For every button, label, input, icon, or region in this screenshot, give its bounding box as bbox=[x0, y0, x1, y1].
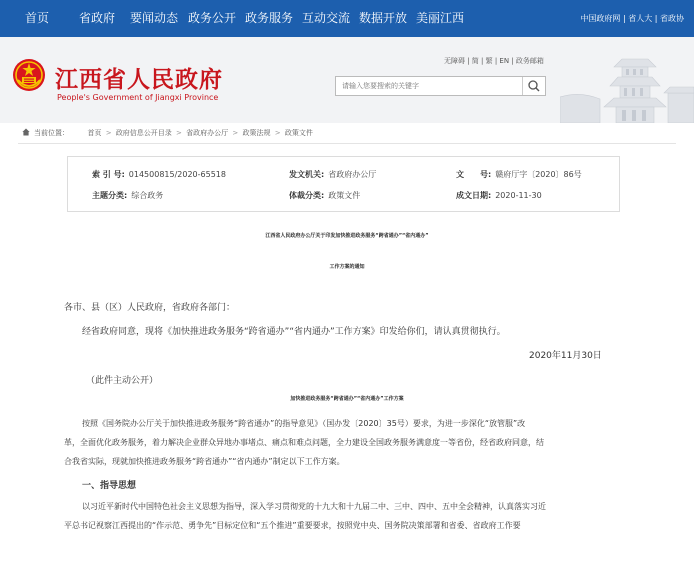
nav-news[interactable]: 要闻动态 bbox=[130, 11, 179, 25]
meta-date: 成文日期: 2020-11-30 bbox=[456, 191, 542, 200]
nav-open-data[interactable]: 数据开放 bbox=[359, 11, 408, 25]
meta-genre: 体裁分类: 政策文件 bbox=[289, 191, 361, 200]
plan-title: 加快推进政务服务“跨省通办”“省内通办”工作方案 bbox=[290, 396, 404, 402]
breadcrumb-prefix: 当前位置： bbox=[34, 129, 69, 137]
search-box bbox=[335, 76, 546, 96]
nav-beautiful-jiangxi[interactable]: 美丽江西 bbox=[416, 11, 465, 25]
search-button[interactable] bbox=[522, 77, 545, 95]
nav-gov-services[interactable]: 政务服务 bbox=[245, 11, 294, 25]
nav-provincial-gov[interactable]: 省政府 bbox=[79, 11, 116, 25]
plan-body-line1: 按照《国务院办公厅关于加快推进政务服务“跨省通办”的指导意见》（国办发〔2020〕35号）要求，为进一步深化“放管服”改 bbox=[82, 419, 526, 428]
breadcrumb-item-disclosure-catalog[interactable]: 政府信息公开目录 bbox=[115, 129, 172, 137]
disclosure-note: （此件主动公开） bbox=[86, 376, 159, 386]
section-guiding-ideology: 一、指导思想 bbox=[82, 481, 137, 491]
home-icon bbox=[22, 128, 30, 136]
nav-home[interactable]: 首页 bbox=[25, 11, 50, 25]
breadcrumb-item-home[interactable]: 首页 bbox=[87, 129, 102, 137]
top-external-links[interactable]: 中国政府网 | 省人大 | 省政协 bbox=[580, 14, 684, 23]
meta-topic: 主题分类: 综合政务 bbox=[92, 191, 164, 200]
breadcrumb-item-general-office[interactable]: 省政府办公厅 bbox=[186, 129, 229, 137]
top-nav-bar bbox=[0, 0, 694, 37]
plan-body-line2: 革，全面优化政务服务，着力解决企业群众异地办事堵点、痛点和难点问题，全力建设全国政务服务满意度一等省份，经省政府同意，结 bbox=[64, 438, 544, 447]
search-icon bbox=[523, 77, 545, 95]
document-metadata-table bbox=[67, 156, 620, 212]
plan-body-line3: 合我省实际，现就加快推进政务服务“跨省通办”“省内通办”制定以下工作方案。 bbox=[64, 457, 345, 466]
utility-links[interactable]: 无障碍 | 简 | 繁 | EN | 政务邮箱 bbox=[444, 57, 544, 65]
search-input[interactable] bbox=[336, 77, 522, 95]
meta-docno: 文 号: 赣府厅字〔2020〕86号 bbox=[456, 170, 582, 179]
document-date: 2020年11月30日 bbox=[529, 351, 602, 361]
nav-gov-disclosure[interactable]: 政务公开 bbox=[188, 11, 237, 25]
header-banner bbox=[0, 37, 694, 123]
guiding-body-line1: 以习近平新时代中国特色社会主义思想为指导，深入学习贯彻党的十九大和十九届二中、三中、四中、五中全会精神，认真落实习近 bbox=[82, 502, 546, 511]
nav-interaction[interactable]: 互动交流 bbox=[302, 11, 351, 25]
breadcrumb-divider bbox=[18, 143, 676, 144]
breadcrumb: 当前位置： 首页 > 政府信息公开目录 > 省政府办公厅 > 政策法规 > 政策文件 bbox=[22, 128, 313, 138]
site-subtitle: People's Government of Jiangxi Province bbox=[57, 93, 219, 102]
document-title-line2: 工作方案的通知 bbox=[329, 264, 365, 270]
national-emblem-icon bbox=[12, 58, 46, 92]
guiding-body-line2: 平总书记视察江西提出的“作示范、勇争先”目标定位和“五个推进”重要要求，按照党中央、国务院决策部署和省委、省政府工作要 bbox=[64, 521, 521, 530]
site-title[interactable]: 江西省人民政府 bbox=[55, 66, 223, 93]
breadcrumb-item-policy-docs[interactable]: 政策文件 bbox=[284, 129, 313, 137]
meta-index: 索 引 号: 014500815/2020-65518 bbox=[92, 170, 226, 179]
document-body-intro: 经省政府同意，现将《加快推进政务服务“跨省通办”“省内通办”工作方案》印发给你们，请认真贯彻执行。 bbox=[82, 327, 506, 337]
meta-issuer: 发文机关: 省政府办公厅 bbox=[289, 170, 377, 179]
document-salutation: 各市、县（区）人民政府，省政府各部门： bbox=[64, 303, 236, 313]
pavilion-skyline-illustration bbox=[560, 37, 694, 123]
breadcrumb-item-policies[interactable]: 政策法规 bbox=[242, 129, 271, 137]
document-title-line1: 江西省人民政府办公厅关于印发加快推进政务服务“跨省通办”“省内通办” bbox=[265, 233, 429, 239]
